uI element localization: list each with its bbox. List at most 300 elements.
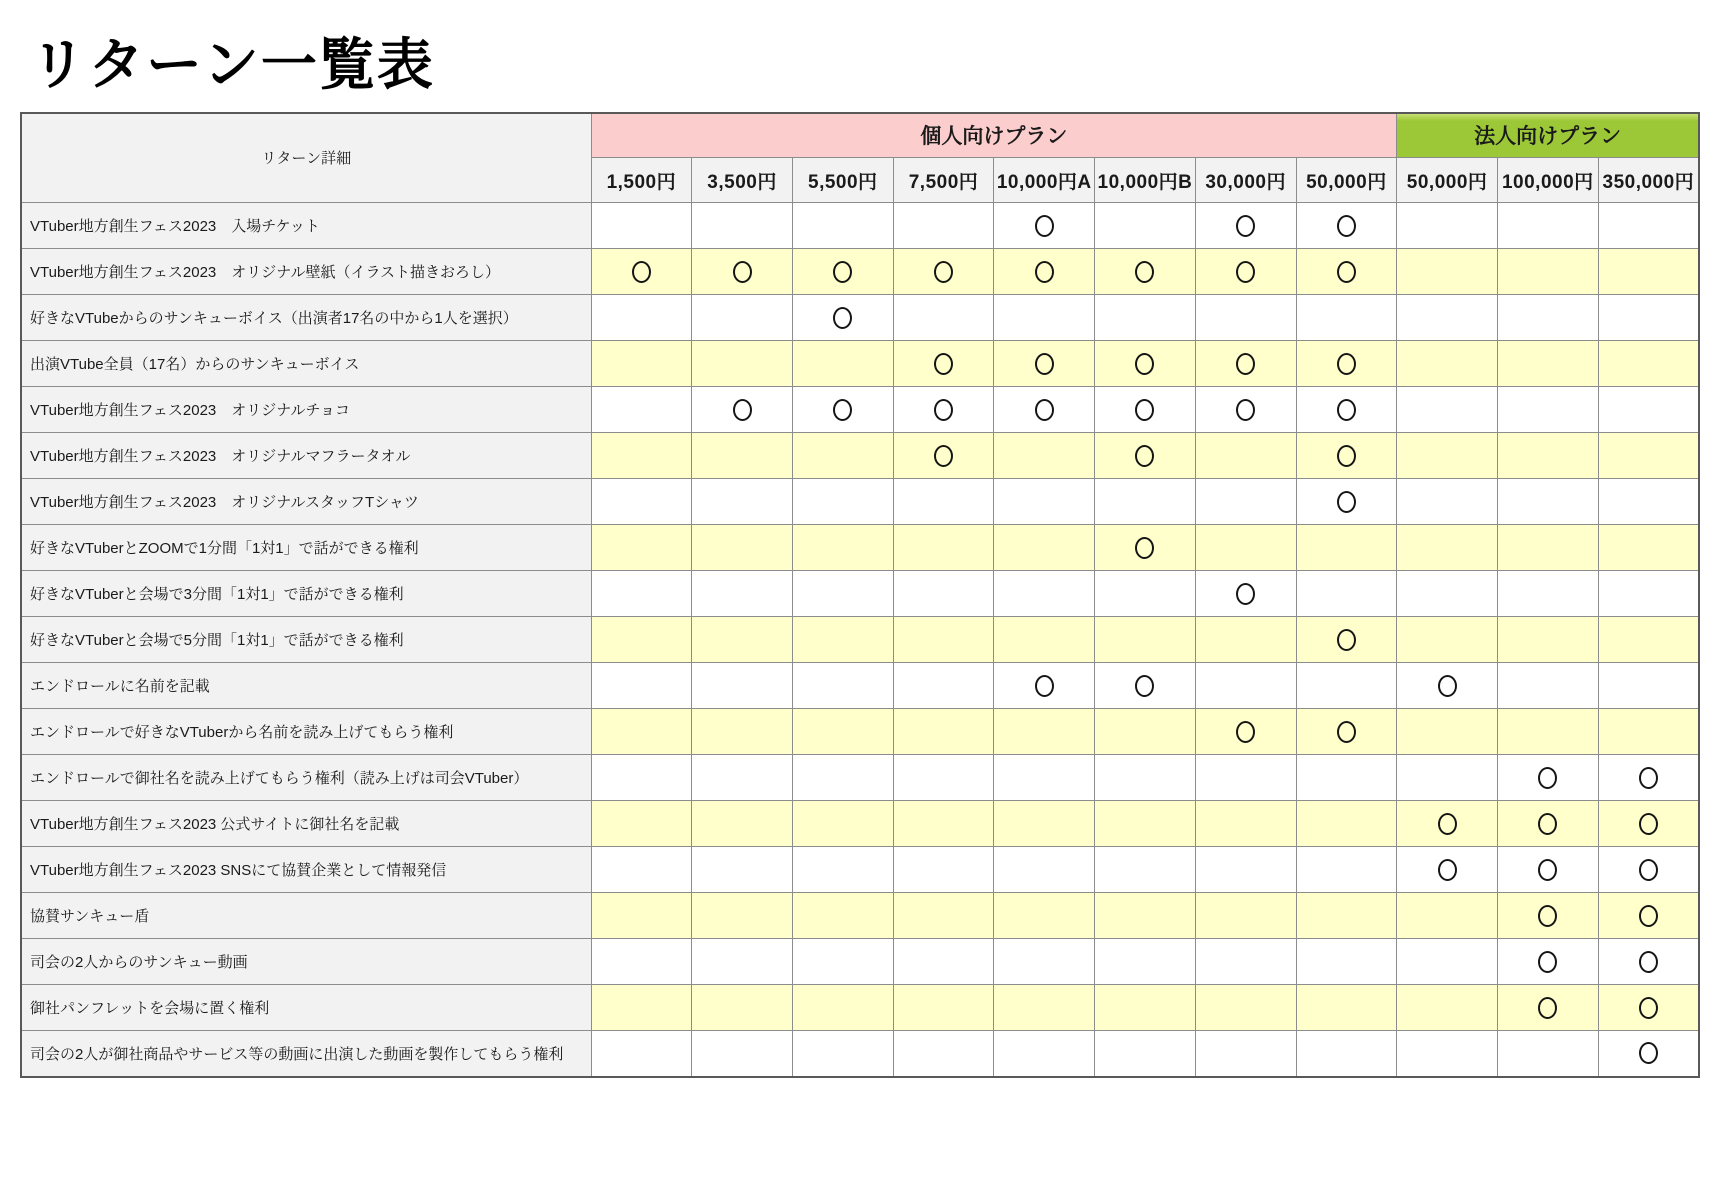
- plan-cell: [1195, 1031, 1296, 1077]
- plan-cell: [994, 433, 1095, 479]
- price-header-cell-7: 50,000円: [1296, 158, 1397, 203]
- plan-cell: [1095, 663, 1196, 709]
- circle-mark-icon: [1337, 629, 1356, 651]
- corner-header: リターン詳細: [21, 113, 591, 203]
- plan-cell: [1598, 663, 1699, 709]
- plan-cell: [1095, 801, 1196, 847]
- plan-cell: [1195, 571, 1296, 617]
- plan-cell: [994, 249, 1095, 295]
- plan-cell: [1497, 985, 1598, 1031]
- plan-cell: [994, 617, 1095, 663]
- plan-cell: [1598, 709, 1699, 755]
- plan-cell: [994, 755, 1095, 801]
- reward-label: エンドロールで御社名を読み上げてもらう権利（読み上げは司会VTuber）: [21, 755, 591, 801]
- plan-cell: [591, 755, 692, 801]
- plan-cell: [893, 249, 994, 295]
- circle-mark-icon: [1639, 813, 1658, 835]
- plan-cell: [1397, 1031, 1498, 1077]
- circle-mark-icon: [1337, 491, 1356, 513]
- circle-mark-icon: [934, 353, 953, 375]
- plan-cell: [893, 985, 994, 1031]
- plan-cell: [692, 893, 793, 939]
- price-header-cell-5: 10,000円B: [1095, 158, 1196, 203]
- plan-cell: [1497, 755, 1598, 801]
- plan-cell: [591, 847, 692, 893]
- circle-mark-icon: [1337, 353, 1356, 375]
- plan-cell: [1296, 571, 1397, 617]
- reward-label: 好きなVTuberとZOOMで1分間「1対1」で話ができる権利: [21, 525, 591, 571]
- plan-cell: [893, 525, 994, 571]
- plan-cell: [1397, 709, 1498, 755]
- personal-plan-group-header: 個人向けプラン: [591, 113, 1397, 158]
- reward-row: [21, 479, 1699, 525]
- plan-cell: [692, 939, 793, 985]
- plan-cell: [994, 203, 1095, 249]
- circle-mark-icon: [1538, 905, 1557, 927]
- plan-cell: [994, 571, 1095, 617]
- plan-cell: [591, 663, 692, 709]
- plan-cell: [692, 203, 793, 249]
- plan-cell: [893, 295, 994, 341]
- reward-label: VTuber地方創生フェス2023 SNSにて協賛企業として情報発信: [21, 847, 591, 893]
- plan-cell: [1397, 663, 1498, 709]
- circle-mark-icon: [1236, 261, 1255, 283]
- plan-cell: [591, 985, 692, 1031]
- plan-cell: [1095, 847, 1196, 893]
- reward-row: [21, 847, 1699, 893]
- reward-row: [21, 939, 1699, 985]
- circle-mark-icon: [1538, 997, 1557, 1019]
- circle-mark-icon: [1438, 859, 1457, 881]
- plan-cell: [792, 203, 893, 249]
- plan-cell: [1598, 433, 1699, 479]
- plan-cell: [994, 341, 1095, 387]
- plan-cell: [1095, 341, 1196, 387]
- plan-cell: [792, 617, 893, 663]
- circle-mark-icon: [934, 445, 953, 467]
- plan-cell: [1195, 479, 1296, 525]
- circle-mark-icon: [1135, 353, 1154, 375]
- plan-cell: [893, 893, 994, 939]
- plan-cell: [1095, 985, 1196, 1031]
- circle-mark-icon: [1337, 399, 1356, 421]
- plan-cell: [591, 893, 692, 939]
- plan-cell: [1195, 249, 1296, 295]
- plan-cell: [591, 479, 692, 525]
- plan-cell: [1497, 709, 1598, 755]
- plan-cell: [994, 847, 1095, 893]
- plan-cell: [1497, 571, 1598, 617]
- plan-cell: [1598, 1031, 1699, 1077]
- reward-row: [21, 663, 1699, 709]
- plan-cell: [893, 709, 994, 755]
- circle-mark-icon: [1639, 1042, 1658, 1064]
- circle-mark-icon: [1135, 261, 1154, 283]
- plan-cell: [1397, 203, 1498, 249]
- plan-cell: [1598, 341, 1699, 387]
- plan-cell: [1296, 893, 1397, 939]
- plan-cell: [1195, 893, 1296, 939]
- circle-mark-icon: [1135, 445, 1154, 467]
- reward-row: [21, 755, 1699, 801]
- circle-mark-icon: [833, 399, 852, 421]
- plan-cell: [1598, 893, 1699, 939]
- plan-cell: [1497, 295, 1598, 341]
- plan-cell: [1497, 939, 1598, 985]
- plan-cell: [1397, 801, 1498, 847]
- plan-cell: [1497, 801, 1598, 847]
- price-header-cell-9: 100,000円: [1497, 158, 1598, 203]
- plan-cell: [792, 847, 893, 893]
- plan-cell: [591, 709, 692, 755]
- plan-cell: [1598, 847, 1699, 893]
- circle-mark-icon: [1236, 583, 1255, 605]
- price-header-cell-6: 30,000円: [1195, 158, 1296, 203]
- plan-cell: [1095, 249, 1196, 295]
- plan-cell: [1095, 617, 1196, 663]
- plan-cell: [692, 525, 793, 571]
- circle-mark-icon: [1035, 261, 1054, 283]
- circle-mark-icon: [733, 399, 752, 421]
- plan-cell: [591, 433, 692, 479]
- circle-mark-icon: [833, 261, 852, 283]
- plan-cell: [1195, 387, 1296, 433]
- plan-cell: [1598, 387, 1699, 433]
- plan-cell: [1397, 341, 1498, 387]
- plan-cell: [1095, 755, 1196, 801]
- plan-cell: [1296, 755, 1397, 801]
- circle-mark-icon: [1337, 261, 1356, 283]
- plan-cell: [692, 433, 793, 479]
- circle-mark-icon: [1538, 813, 1557, 835]
- plan-cell: [1598, 525, 1699, 571]
- page-title: リターン一覧表: [30, 33, 435, 96]
- plan-cell: [994, 295, 1095, 341]
- plan-cell: [1497, 387, 1598, 433]
- plan-cell: [792, 295, 893, 341]
- reward-label: 出演VTube全員（17名）からのサンキューボイス: [21, 341, 591, 387]
- plan-cell: [1095, 893, 1196, 939]
- plan-cell: [1095, 203, 1196, 249]
- plan-cell: [994, 893, 1095, 939]
- plan-cell: [591, 571, 692, 617]
- plan-cell: [692, 479, 793, 525]
- plan-cell: [591, 801, 692, 847]
- plan-cell: [1296, 479, 1397, 525]
- plan-cell: [893, 1031, 994, 1077]
- reward-row: [21, 203, 1699, 249]
- price-header-cell-8: 50,000円: [1397, 158, 1498, 203]
- group-header-row: [21, 113, 1699, 158]
- plan-cell: [893, 341, 994, 387]
- plan-cell: [1195, 295, 1296, 341]
- plan-cell: [994, 479, 1095, 525]
- plan-cell: [1095, 295, 1196, 341]
- plan-cell: [1497, 249, 1598, 295]
- plan-cell: [1598, 617, 1699, 663]
- reward-label: VTuber地方創生フェス2023 オリジナルマフラータオル: [21, 433, 591, 479]
- reward-label: 司会の2人からのサンキュー動画: [21, 939, 591, 985]
- plan-cell: [1598, 479, 1699, 525]
- plan-cell: [1195, 985, 1296, 1031]
- plan-cell: [792, 709, 893, 755]
- corporate-plan-group-header: 法人向けプラン: [1397, 113, 1699, 158]
- circle-mark-icon: [1438, 675, 1457, 697]
- reward-label: 協賛サンキュー盾: [21, 893, 591, 939]
- circle-mark-icon: [1438, 813, 1457, 835]
- plan-cell: [1397, 617, 1498, 663]
- plan-cell: [1497, 893, 1598, 939]
- plan-cell: [1598, 203, 1699, 249]
- price-header-cell-4: 10,000円A: [994, 158, 1095, 203]
- circle-mark-icon: [1639, 997, 1658, 1019]
- plan-cell: [1397, 939, 1498, 985]
- reward-label: VTuber地方創生フェス2023 オリジナルチョコ: [21, 387, 591, 433]
- plan-cell: [1095, 479, 1196, 525]
- circle-mark-icon: [1135, 537, 1154, 559]
- plan-cell: [1397, 387, 1498, 433]
- plan-cell: [1195, 341, 1296, 387]
- reward-label: VTuber地方創生フェス2023 オリジナル壁紙（イラスト描きおろし）: [21, 249, 591, 295]
- plan-cell: [1497, 1031, 1598, 1077]
- plan-cell: [1095, 939, 1196, 985]
- plan-cell: [1195, 939, 1296, 985]
- plan-cell: [994, 525, 1095, 571]
- reward-label: VTuber地方創生フェス2023 公式サイトに御社名を記載: [21, 801, 591, 847]
- plan-cell: [591, 341, 692, 387]
- plan-cell: [1195, 203, 1296, 249]
- plan-cell: [1598, 985, 1699, 1031]
- plan-cell: [692, 801, 793, 847]
- reward-row: [21, 295, 1699, 341]
- plan-cell: [591, 617, 692, 663]
- circle-mark-icon: [1035, 353, 1054, 375]
- plan-cell: [1598, 571, 1699, 617]
- plan-cell: [792, 1031, 893, 1077]
- plan-cell: [893, 617, 994, 663]
- circle-mark-icon: [1135, 399, 1154, 421]
- plan-cell: [994, 663, 1095, 709]
- plan-cell: [792, 939, 893, 985]
- plan-cell: [792, 479, 893, 525]
- plan-cell: [1497, 433, 1598, 479]
- reward-row: [21, 801, 1699, 847]
- plan-cell: [1095, 571, 1196, 617]
- plan-cell: [1397, 893, 1498, 939]
- plan-cell: [1598, 939, 1699, 985]
- plan-cell: [692, 1031, 793, 1077]
- plan-cell: [1296, 939, 1397, 985]
- plan-cell: [994, 387, 1095, 433]
- plan-cell: [893, 479, 994, 525]
- plan-cell: [994, 985, 1095, 1031]
- plan-cell: [692, 341, 793, 387]
- plan-cell: [1497, 617, 1598, 663]
- plan-cell: [1095, 1031, 1196, 1077]
- plan-cell: [1397, 295, 1498, 341]
- plan-cell: [1095, 709, 1196, 755]
- plan-cell: [1598, 801, 1699, 847]
- circle-mark-icon: [1236, 353, 1255, 375]
- price-header-cell-10: 350,000円: [1598, 158, 1699, 203]
- plan-cell: [591, 1031, 692, 1077]
- plan-cell: [692, 985, 793, 1031]
- circle-mark-icon: [1337, 445, 1356, 467]
- plan-cell: [1296, 617, 1397, 663]
- circle-mark-icon: [1538, 767, 1557, 789]
- plan-cell: [893, 847, 994, 893]
- plan-cell: [994, 1031, 1095, 1077]
- price-header-cell-0: 1,500円: [591, 158, 692, 203]
- reward-label: 好きなVTuberと会場で3分間「1対1」で話ができる権利: [21, 571, 591, 617]
- plan-cell: [591, 525, 692, 571]
- reward-label: 御社パンフレットを会場に置く権利: [21, 985, 591, 1031]
- plan-cell: [1195, 847, 1296, 893]
- reward-row: [21, 525, 1699, 571]
- plan-cell: [1397, 847, 1498, 893]
- plan-cell: [792, 433, 893, 479]
- reward-row: [21, 571, 1699, 617]
- circle-mark-icon: [1035, 215, 1054, 237]
- reward-label: VTuber地方創生フェス2023 入場チケット: [21, 203, 591, 249]
- reward-row: [21, 341, 1699, 387]
- plan-cell: [893, 755, 994, 801]
- plan-cell: [591, 203, 692, 249]
- reward-row: [21, 709, 1699, 755]
- plan-cell: [692, 617, 793, 663]
- plan-cell: [1497, 203, 1598, 249]
- reward-label: 司会の2人が御社商品やサービス等の動画に出演した動画を製作してもらう権利: [21, 1031, 591, 1077]
- plan-cell: [1296, 295, 1397, 341]
- plan-cell: [792, 663, 893, 709]
- plan-cell: [1598, 295, 1699, 341]
- plan-cell: [1296, 985, 1397, 1031]
- plan-cell: [792, 387, 893, 433]
- reward-row: [21, 893, 1699, 939]
- plan-cell: [692, 755, 793, 801]
- plan-cell: [692, 847, 793, 893]
- plan-cell: [994, 939, 1095, 985]
- reward-row: [21, 1031, 1699, 1077]
- plan-cell: [1296, 525, 1397, 571]
- plan-cell: [1195, 801, 1296, 847]
- plan-cell: [1195, 663, 1296, 709]
- circle-mark-icon: [833, 307, 852, 329]
- plan-cell: [1397, 249, 1498, 295]
- plan-cell: [1296, 801, 1397, 847]
- plan-cell: [1095, 525, 1196, 571]
- circle-mark-icon: [632, 261, 651, 283]
- price-header-cell-1: 3,500円: [692, 158, 793, 203]
- plan-cell: [792, 571, 893, 617]
- plan-cell: [1195, 433, 1296, 479]
- plan-cell: [792, 249, 893, 295]
- plan-cell: [1397, 985, 1498, 1031]
- circle-mark-icon: [1337, 215, 1356, 237]
- plan-cell: [893, 387, 994, 433]
- circle-mark-icon: [1639, 905, 1658, 927]
- plan-cell: [692, 295, 793, 341]
- plan-cell: [893, 433, 994, 479]
- plan-cell: [1397, 525, 1498, 571]
- plan-cell: [591, 295, 692, 341]
- plan-cell: [994, 801, 1095, 847]
- returns-table: [20, 112, 1700, 1078]
- plan-cell: [1598, 755, 1699, 801]
- circle-mark-icon: [1639, 859, 1658, 881]
- plan-cell: [893, 571, 994, 617]
- price-header-cell-3: 7,500円: [893, 158, 994, 203]
- plan-cell: [792, 525, 893, 571]
- plan-cell: [692, 249, 793, 295]
- plan-cell: [792, 341, 893, 387]
- plan-cell: [1296, 433, 1397, 479]
- plan-cell: [692, 709, 793, 755]
- plan-cell: [1296, 1031, 1397, 1077]
- plan-cell: [1296, 341, 1397, 387]
- circle-mark-icon: [733, 261, 752, 283]
- plan-cell: [1095, 433, 1196, 479]
- circle-mark-icon: [1639, 767, 1658, 789]
- plan-cell: [1296, 203, 1397, 249]
- plan-cell: [893, 939, 994, 985]
- plan-cell: [1497, 479, 1598, 525]
- plan-cell: [1195, 617, 1296, 663]
- plan-cell: [1296, 663, 1397, 709]
- circle-mark-icon: [1035, 675, 1054, 697]
- plan-cell: [1095, 387, 1196, 433]
- circle-mark-icon: [1236, 215, 1255, 237]
- reward-label: 好きなVTubeからのサンキューボイス（出演者17名の中から1人を選択）: [21, 295, 591, 341]
- circle-mark-icon: [1035, 399, 1054, 421]
- circle-mark-icon: [934, 261, 953, 283]
- plan-cell: [1497, 525, 1598, 571]
- circle-mark-icon: [1538, 859, 1557, 881]
- plan-cell: [1296, 847, 1397, 893]
- price-header-cell-2: 5,500円: [792, 158, 893, 203]
- plan-cell: [1195, 525, 1296, 571]
- plan-cell: [1598, 249, 1699, 295]
- plan-cell: [893, 663, 994, 709]
- circle-mark-icon: [934, 399, 953, 421]
- plan-cell: [692, 663, 793, 709]
- plan-cell: [692, 387, 793, 433]
- plan-cell: [792, 893, 893, 939]
- plan-cell: [792, 755, 893, 801]
- plan-cell: [893, 203, 994, 249]
- circle-mark-icon: [1639, 951, 1658, 973]
- circle-mark-icon: [1538, 951, 1557, 973]
- plan-cell: [1397, 755, 1498, 801]
- reward-row: [21, 985, 1699, 1031]
- plan-cell: [1195, 755, 1296, 801]
- circle-mark-icon: [1236, 721, 1255, 743]
- plan-cell: [1397, 433, 1498, 479]
- plan-cell: [792, 985, 893, 1031]
- plan-cell: [1195, 709, 1296, 755]
- plan-cell: [1397, 479, 1498, 525]
- plan-cell: [1397, 571, 1498, 617]
- reward-row: [21, 433, 1699, 479]
- plan-cell: [1497, 663, 1598, 709]
- reward-row: [21, 249, 1699, 295]
- circle-mark-icon: [1337, 721, 1356, 743]
- plan-cell: [792, 801, 893, 847]
- reward-label: エンドロールで好きなVTuberから名前を読み上げてもらう権利: [21, 709, 591, 755]
- plan-cell: [591, 387, 692, 433]
- plan-cell: [1296, 709, 1397, 755]
- reward-row: [21, 387, 1699, 433]
